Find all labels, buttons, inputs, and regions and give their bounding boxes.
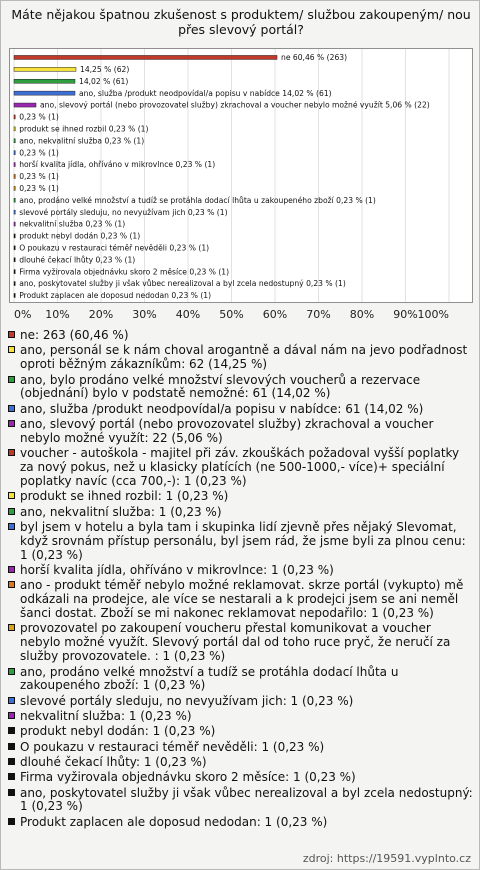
bar-label: nekvalitní služba 0,23 % (1) bbox=[19, 219, 126, 229]
x-tick-label: 90% bbox=[393, 308, 418, 321]
bar bbox=[14, 115, 15, 119]
legend-text: ano, služba /produkt neodpovídal/a popisu v nabídce: 61 (14,02 %) bbox=[20, 401, 424, 416]
legend-item bbox=[8, 490, 474, 504]
bar-label: produkt se ihned rozbil 0,23 % (1) bbox=[19, 124, 149, 134]
legend-swatch bbox=[8, 331, 15, 338]
legend-text: ano, nekvalitní služba: 1 (0,23 %) bbox=[20, 504, 222, 519]
bar-label: ano, slevový portál (nebo provozovatel služby) zkrachoval a voucher nebylo možné využít 5,06 % (22) bbox=[40, 100, 430, 110]
legend-item bbox=[8, 579, 474, 621]
bar bbox=[14, 270, 15, 274]
bar-label: ano, poskytovatel služby ji však vůbec nerealizoval a byl zcela nedostupný 0,23 % (1) bbox=[19, 279, 346, 289]
bar-label: ano, nekvalitní služba 0,23 % (1) bbox=[19, 136, 145, 146]
legend-text: ano, poskytovatel služby ji však vůbec nerealizoval a byl zcela nedostupný: 1 (0,23 %) bbox=[20, 785, 473, 814]
legend-swatch bbox=[8, 773, 15, 780]
legend-swatch bbox=[8, 376, 15, 383]
bar bbox=[14, 293, 15, 297]
legend-text: ne: 263 (60,46 %) bbox=[20, 328, 129, 342]
legend-swatch bbox=[8, 449, 15, 456]
x-tick-label: 50% bbox=[219, 308, 244, 321]
legend-text: ano, bylo prodáno velké množství slevových voucherů a rezervace (objednání) bylo v podstatě nemožné: 61 (14,02 %) bbox=[20, 372, 421, 401]
legend-swatch bbox=[8, 789, 15, 796]
legend-text: nekvalitní služba: 1 (0,23 %) bbox=[20, 709, 192, 724]
bar-label: 14,02 % (61) bbox=[78, 76, 129, 86]
legend-item bbox=[8, 418, 474, 446]
legend-text: slevové portály sleduju, no nevyužívam jich: 1 (0,23 %) bbox=[20, 693, 354, 708]
legend-swatch bbox=[8, 697, 15, 704]
bar-label: ano, služba /produkt neodpovídal/a popisu v nabídce 14,02 % (61) bbox=[78, 88, 332, 98]
bar bbox=[14, 127, 15, 131]
bar-label: horší kvalita jídla, ohříváno v mikrovlnce 0,23 % (1) bbox=[19, 160, 216, 170]
bar-label: 14,25 % (62) bbox=[79, 64, 130, 74]
x-tick-label: 100% bbox=[417, 308, 449, 321]
legend-swatch bbox=[8, 523, 15, 530]
legend-swatch bbox=[8, 346, 15, 353]
bar-label: ne 60,46 % (263) bbox=[281, 53, 348, 63]
legend-text: provozovatel po zakoupení voucheru přestal komunikovat a voucher nebylo možné využít. Slevový portál dal od toho ruce pryč, že neručí za služby provozovatele. : 1 (0,23 %) bbox=[20, 621, 451, 664]
bar-label: slevové portály sleduju, no nevyužívam jich 0,23 % (1) bbox=[19, 207, 228, 217]
x-tick-label: 30% bbox=[132, 308, 157, 321]
legend-item bbox=[8, 710, 474, 724]
legend-swatch bbox=[8, 727, 15, 734]
legend-text: produkt nebyl dodán: 1 (0,23 %) bbox=[20, 724, 216, 739]
bar bbox=[14, 67, 76, 71]
legend-text: O poukazu v restauraci téměř nevěděli: 1 (0,23 %) bbox=[20, 739, 325, 754]
legend-swatch bbox=[8, 712, 15, 719]
bar-label: 0,23 % (1) bbox=[19, 148, 59, 158]
x-axis bbox=[1, 303, 480, 325]
legend-text: dlouhé čekací lhůty: 1 (0,23 %) bbox=[20, 754, 207, 769]
bar bbox=[14, 282, 15, 286]
bar-chart bbox=[10, 49, 472, 302]
bar bbox=[14, 234, 15, 238]
legend-item bbox=[8, 506, 474, 520]
bar bbox=[14, 79, 75, 83]
legend-text: horší kvalita jídla, ohříváno v mikrovlnce: 1 (0,23 %) bbox=[20, 563, 334, 578]
legend-item bbox=[8, 622, 474, 664]
x-tick-label: 10% bbox=[45, 308, 70, 321]
legend-item bbox=[8, 329, 474, 343]
legend-item bbox=[8, 564, 474, 578]
legend-swatch bbox=[8, 624, 15, 631]
bar bbox=[14, 186, 15, 190]
legend-text: Produkt zaplacen ale doposud nedodan: 1 (0,23 %) bbox=[20, 814, 328, 829]
legend-item bbox=[8, 816, 474, 830]
bar bbox=[14, 222, 15, 226]
bar bbox=[14, 91, 75, 95]
legend-swatch bbox=[8, 405, 15, 412]
bar bbox=[14, 103, 36, 107]
legend-swatch bbox=[8, 758, 15, 765]
legend-item bbox=[8, 403, 474, 417]
source-footer: zdroj: https://19591.vyplnto.cz bbox=[302, 852, 471, 865]
legend-text: Firma vyžirovala objednávku skoro 2 měsíce: 1 (0,23 %) bbox=[20, 770, 356, 785]
bar-label: Produkt zaplacen ale doposud nedodan 0,23 % (1) bbox=[19, 291, 212, 301]
legend-text: ano, prodáno velké množství a tudíž se protáhla dodací lhůta u zakoupeného zboží: 1 (0,23 %) bbox=[20, 664, 399, 693]
bar bbox=[14, 210, 15, 214]
x-tick-label: 0% bbox=[14, 308, 32, 321]
legend-text: byl jsem v hotelu a byla tam i skupinka lidí zjevně přes nějaký Slevomat, když srovnám přístup personálu, byl jsem rád, že jsme byli za plnou cenu: 1 (0,23 %) bbox=[20, 519, 466, 562]
bar-label: Firma vyžirovala objednávku skoro 2 měsíce 0,23 % (1) bbox=[19, 267, 230, 277]
chart-title: Máte nějakou špatnou zkušenost s produktem/ službou zakoupeným/ nou přes slevový portál? bbox=[11, 7, 471, 37]
legend-item bbox=[8, 666, 474, 694]
legend-swatch bbox=[8, 508, 15, 515]
legend-swatch bbox=[8, 668, 15, 675]
legend-swatch bbox=[8, 743, 15, 750]
legend-text: ano - produkt téměř nebylo možné reklamovat. skrze portál (vykupto) mě odkázali na prodejce, ale více se nestarali a k prodejci jsem se ani neměl šanci dostat. Zboží se mi nakonec reklamovat nepodařilo: 1 (0,23 %) bbox=[20, 578, 464, 621]
legend-swatch bbox=[8, 492, 15, 499]
legend-item bbox=[8, 725, 474, 739]
legend-item bbox=[8, 521, 474, 563]
bar-label: O poukazu v restauraci téměř nevěděli 0,23 % (1) bbox=[19, 243, 210, 253]
legend-item bbox=[8, 771, 474, 785]
bar-label: 0,23 % (1) bbox=[19, 112, 59, 122]
x-tick-label: 40% bbox=[175, 308, 201, 321]
bar bbox=[14, 151, 15, 155]
bar bbox=[14, 174, 15, 178]
plot-area bbox=[9, 48, 473, 303]
legend-text: produkt se ihned rozbil: 1 (0,23 %) bbox=[20, 489, 229, 504]
legend-item bbox=[8, 787, 474, 815]
legend-item bbox=[8, 695, 474, 709]
legend-swatch bbox=[8, 420, 15, 427]
bar-label: dlouhé čekací lhůty 0,23 % (1) bbox=[19, 255, 136, 265]
bar-label: ano, prodáno velké množství a tudíž se protáhla dodací lhůta u zakoupeného zboží 0,23 % (1) bbox=[19, 195, 376, 205]
legend-item bbox=[8, 741, 474, 755]
legend-swatch bbox=[8, 818, 15, 825]
bar bbox=[14, 139, 15, 143]
legend-item bbox=[8, 447, 474, 489]
legend-text: ano, personál se k nám choval arogantně a dával nám na jevo podřadnost oproti běžným zákazníkům: 62 (14,25 %) bbox=[20, 343, 468, 372]
x-tick-label: 80% bbox=[349, 308, 375, 321]
bar bbox=[14, 258, 15, 262]
x-tick-label: 70% bbox=[306, 308, 331, 321]
legend-item bbox=[8, 756, 474, 770]
bar-label: 0,23 % (1) bbox=[19, 172, 59, 182]
x-tick-label: 20% bbox=[88, 308, 114, 321]
legend-swatch bbox=[8, 566, 15, 573]
bar bbox=[14, 246, 15, 250]
bar bbox=[14, 55, 277, 59]
legend-swatch bbox=[8, 581, 15, 588]
legend-text: ano, slevový portál (nebo provozovatel služby) zkrachoval a voucher nebylo možné využít: 22 (5,06 %) bbox=[20, 417, 434, 445]
bar-label: 0,23 % (1) bbox=[19, 183, 59, 193]
x-tick-label: 60% bbox=[262, 308, 288, 321]
legend-text: voucher - autoškola - majitel při záv. zkouškách požadoval vyšší poplatky za nový pokus, než u klasicky platících (ne 500-1000,- více)+ speciální poplatky navíc (cca 700,-): 1 (0,23 %) bbox=[20, 446, 460, 489]
bar-label: produkt nebyl dodán 0,23 % (1) bbox=[19, 231, 141, 241]
bar bbox=[14, 163, 15, 167]
bar bbox=[14, 198, 15, 202]
legend-item bbox=[8, 374, 474, 402]
legend bbox=[8, 329, 474, 831]
legend-item bbox=[8, 344, 474, 372]
